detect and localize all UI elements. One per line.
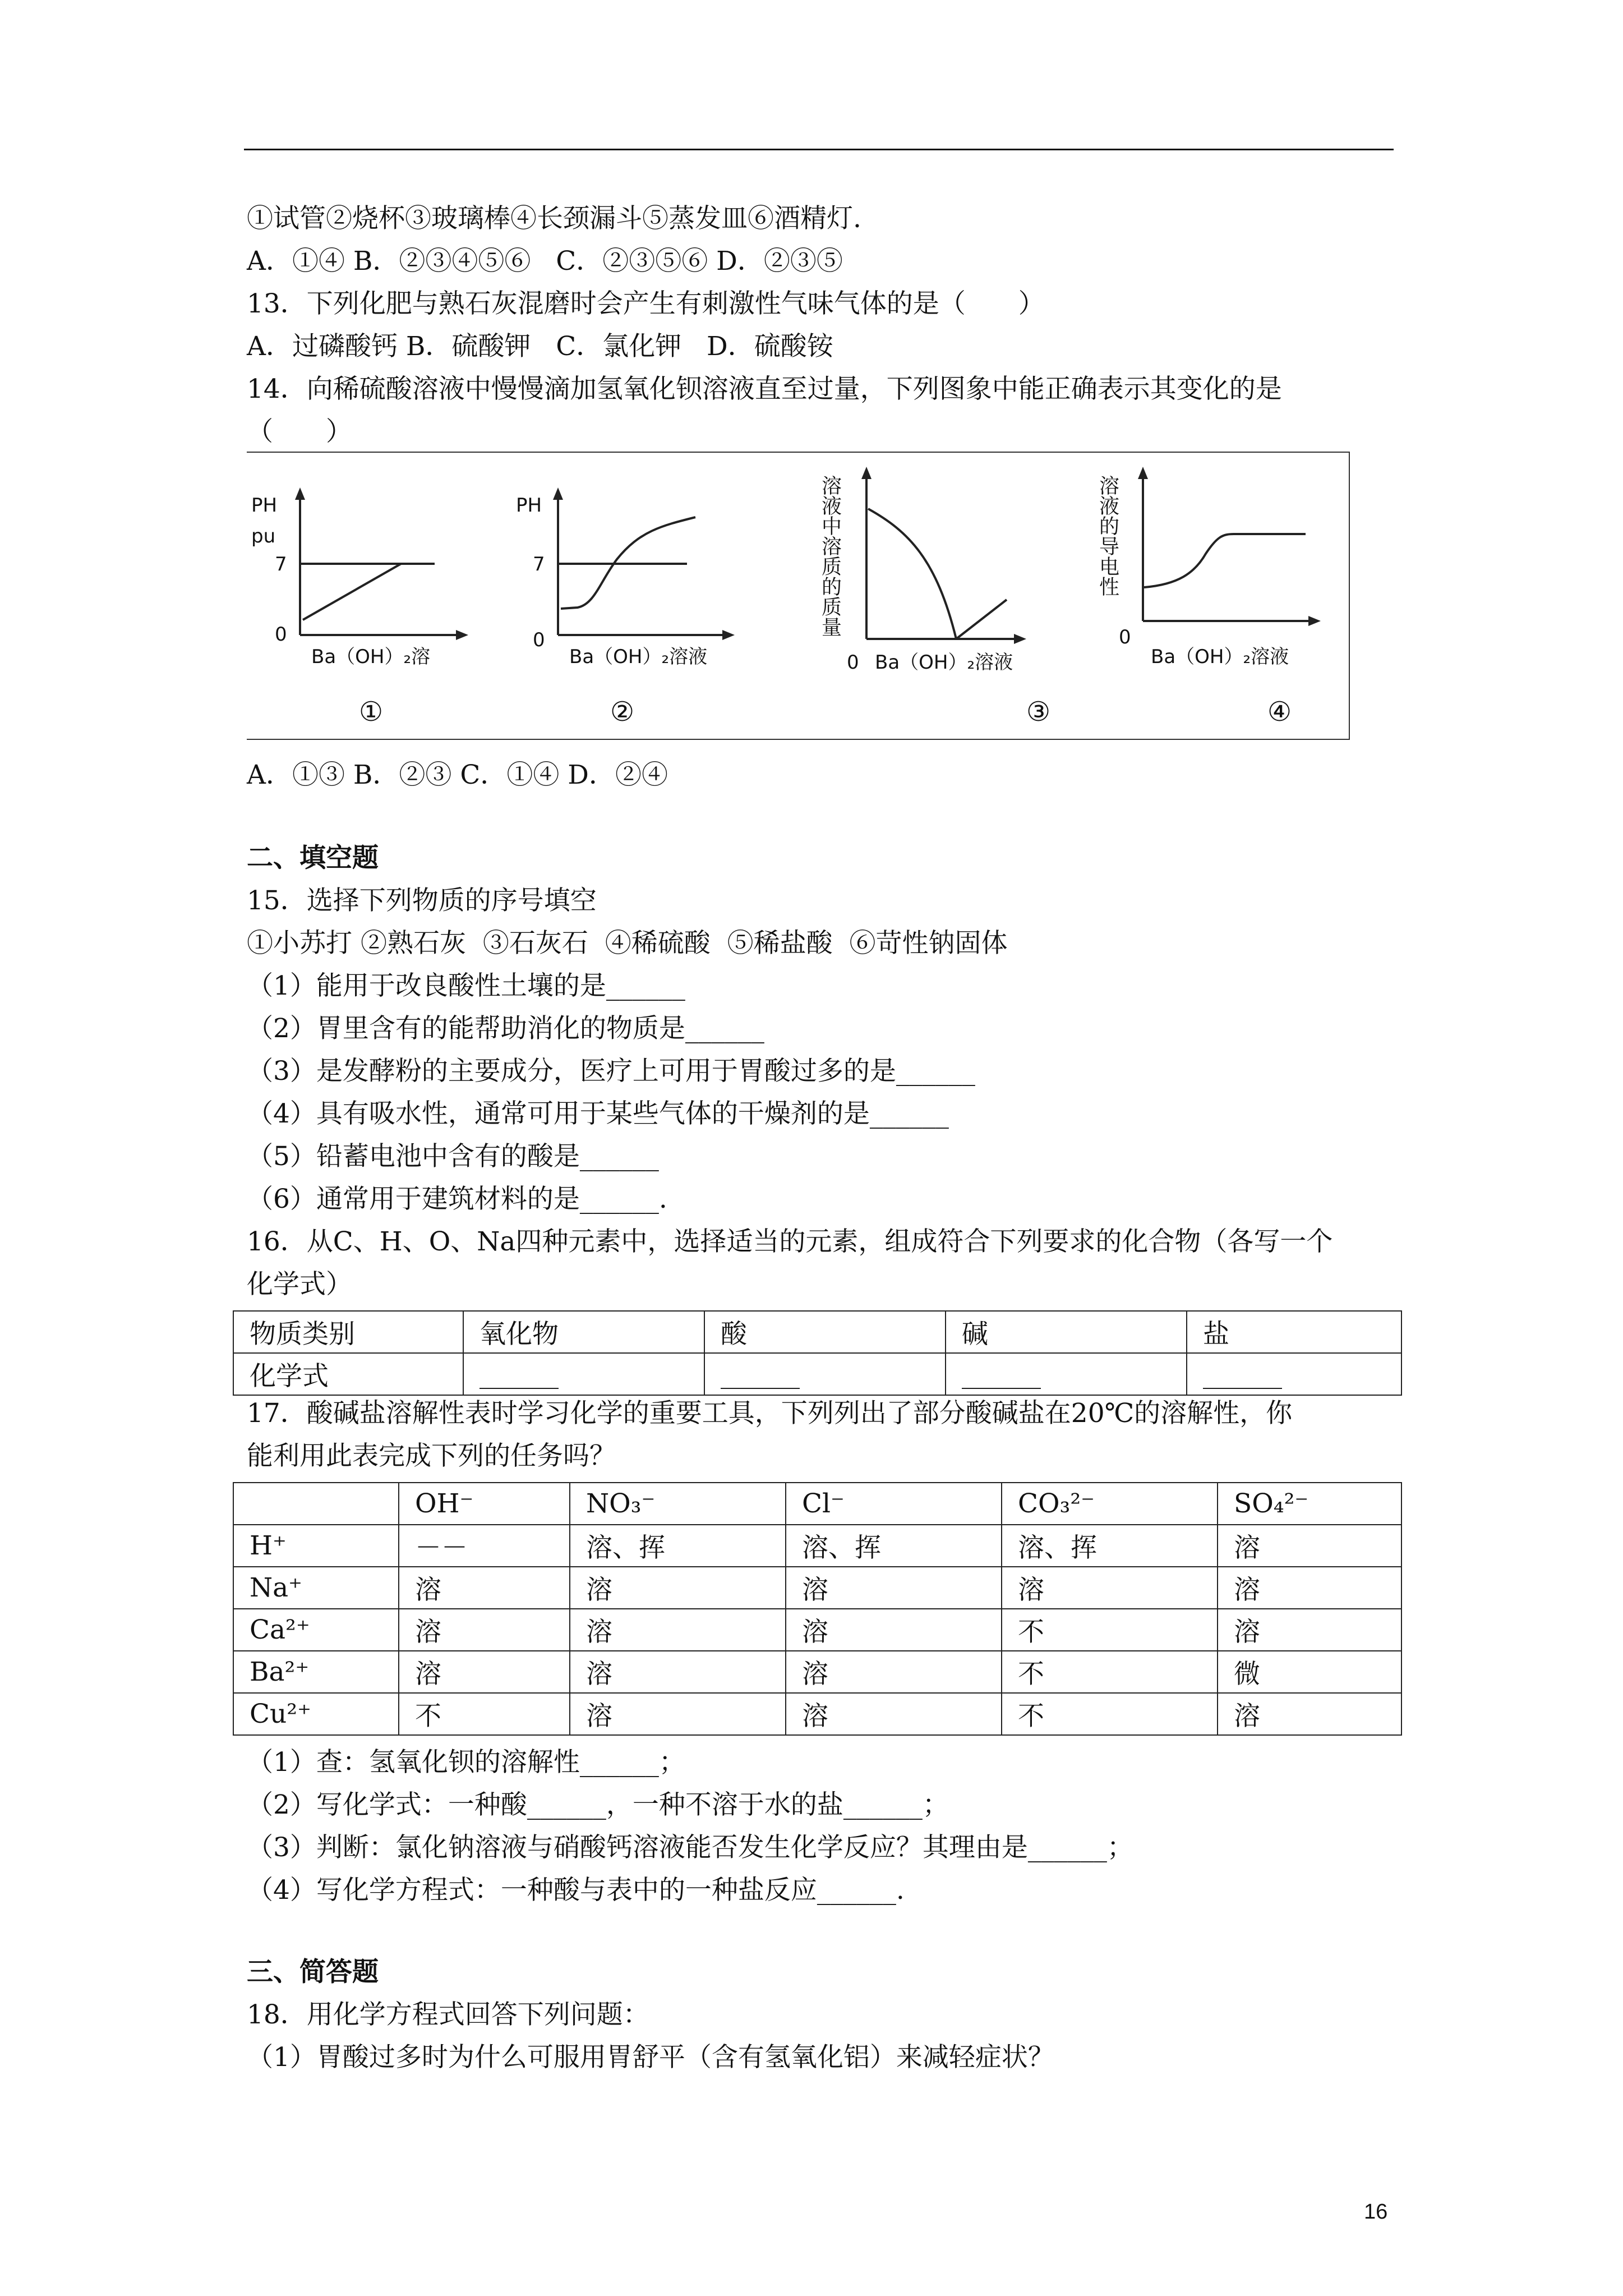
table-cell: ______ xyxy=(946,1353,1187,1395)
q17-sub4: （4）写化学方程式：一种酸与表中的一种盐反应______. xyxy=(247,1875,905,1906)
table-row xyxy=(233,1609,1401,1651)
q17-sub1: （1）查：氢氧化钡的溶解性______； xyxy=(247,1747,685,1778)
table-cell: 溶 xyxy=(1002,1567,1218,1609)
table-cell: 氧化物 xyxy=(463,1311,704,1353)
table-header-row xyxy=(233,1483,1401,1525)
header-rule xyxy=(244,149,1394,150)
table-cell: 碱 xyxy=(946,1311,1187,1353)
q14-graphs-figure xyxy=(247,452,1350,740)
g4-x-label: Ba（OH）₂溶液 xyxy=(1151,646,1289,668)
q13-stem: 13．下列化肥与熟石灰混磨时会产生有刺激性气味气体的是（ ） xyxy=(247,288,1045,319)
q12-choices: A．①④ B．②③④⑤⑥ C．②③⑤⑥ D．②③⑤ xyxy=(247,246,843,277)
table-cell: 溶 xyxy=(570,1651,786,1693)
q14-choices: A．①③ B．②③ C．①④ D．②④ xyxy=(247,760,668,790)
g3-zero: 0 xyxy=(847,651,859,674)
g2-x-arrow xyxy=(722,630,735,640)
table-cell: 溶 xyxy=(399,1609,570,1651)
table-cell: 溶 xyxy=(786,1651,1002,1693)
graphs-svg xyxy=(247,453,1349,739)
g2-seven: 7 xyxy=(533,553,545,576)
table-cell: 溶 xyxy=(786,1567,1002,1609)
q16-stem: 16．从C、H、O、Na四种元素中，选择适当的元素，组成符合下列要求的化合物（各写一个 xyxy=(247,1226,1333,1257)
table-cell: 溶 xyxy=(399,1567,570,1609)
table-cell: Ba²⁺ xyxy=(233,1651,399,1693)
table-cell: ______ xyxy=(704,1353,946,1395)
table-cell: 溶 xyxy=(570,1693,786,1735)
q15-sub4: （4）具有吸水性，通常可用于某些气体的干燥剂的是______ xyxy=(247,1098,949,1129)
table-cell: H⁺ xyxy=(233,1525,399,1567)
g1-y-label: PH xyxy=(251,494,278,517)
g3-curve-up xyxy=(956,600,1007,639)
table-cell: 微 xyxy=(1218,1651,1401,1693)
table-cell: 溶 xyxy=(1218,1609,1401,1651)
q17-sub2: （2）写化学式：一种酸______，一种不溶于水的盐______； xyxy=(247,1789,949,1820)
header-cell: NO₃⁻ xyxy=(570,1483,786,1525)
table-cell: 不 xyxy=(1002,1651,1218,1693)
table-cell: 溶、挥 xyxy=(570,1525,786,1567)
q15-sub1: （1）能用于改良酸性土壤的是______ xyxy=(247,970,685,1001)
q17-stem-cont: 能利用此表完成下列的任务吗？ xyxy=(247,1441,616,1471)
table-cell: 不 xyxy=(1002,1609,1218,1651)
table-row xyxy=(233,1525,1401,1567)
q16-table xyxy=(233,1310,1402,1396)
q13-choices: A．过磷酸钙 B．硫酸钾 C．氯化钾 D．硫酸铵 xyxy=(247,331,833,362)
table-cell: 溶 xyxy=(1218,1693,1401,1735)
table-cell: ______ xyxy=(463,1353,704,1395)
table-row xyxy=(233,1311,1401,1353)
g4-number: ④ xyxy=(1267,696,1292,728)
g2-y-arrow xyxy=(553,487,563,500)
q17-stem: 17．酸碱盐溶解性表时学习化学的重要工具，下列列出了部分酸碱盐在20℃的溶解性，你 xyxy=(247,1398,1293,1429)
table-cell: 溶 xyxy=(786,1609,1002,1651)
g1-x-label: Ba（OH）₂溶 xyxy=(311,646,431,668)
header-cell: CO₃²⁻ xyxy=(1002,1483,1218,1525)
q15-sub5: （5）铅蓄电池中含有的酸是______ xyxy=(247,1141,659,1172)
q18-stem: 18．用化学方程式回答下列问题： xyxy=(247,1999,649,2030)
table-cell: 溶 xyxy=(570,1609,786,1651)
header-cell: OH⁻ xyxy=(399,1483,570,1525)
g2-x-label: Ba（OH）₂溶液 xyxy=(569,646,708,668)
q15-sub6: （6）通常用于建筑材料的是______. xyxy=(247,1184,667,1214)
g4-x-arrow xyxy=(1308,616,1321,626)
q18-sub1: （1）胃酸过多时为什么可服用胃舒平（含有氢氧化铝）来减轻症状？ xyxy=(247,2042,1054,2073)
q17-solubility-table xyxy=(233,1482,1402,1736)
q14-stem-bracket: （ ） xyxy=(247,416,352,447)
q15-list: ①小苏打 ②熟石灰 ③石灰石 ④稀硫酸 ⑤稀盐酸 ⑥苛性钠固体 xyxy=(247,928,1008,959)
q16-stem-cont: 化学式） xyxy=(247,1269,352,1300)
header-cell: Cl⁻ xyxy=(786,1483,1002,1525)
g4-curve xyxy=(1144,534,1306,587)
table-cell: 盐 xyxy=(1187,1311,1401,1353)
header-cell xyxy=(233,1483,399,1525)
table-row xyxy=(233,1567,1401,1609)
g1-zero: 0 xyxy=(275,623,287,646)
table-cell: －－ xyxy=(399,1525,570,1567)
g1-x-arrow xyxy=(456,630,468,640)
table-cell: 溶、挥 xyxy=(1002,1525,1218,1567)
table-cell: 溶 xyxy=(1218,1567,1401,1609)
table-cell: ______ xyxy=(1187,1353,1401,1395)
g1-y-arrow xyxy=(295,487,305,500)
g2-y-label: PH xyxy=(516,494,542,517)
g1-curve xyxy=(303,564,401,620)
table-cell: Cu²⁺ xyxy=(233,1693,399,1735)
table-row xyxy=(233,1353,1401,1395)
q12-options-list: ①试管②烧杯③玻璃棒④长颈漏斗⑤蒸发皿⑥酒精灯. xyxy=(247,203,861,234)
q15-stem: 15．选择下列物质的序号填空 xyxy=(247,885,597,916)
table-cell: 酸 xyxy=(704,1311,946,1353)
section-3-title: 三、简答题 xyxy=(247,1957,379,1987)
g3-x-arrow xyxy=(1014,634,1026,644)
g1-number: ① xyxy=(359,696,384,728)
table-cell: Na⁺ xyxy=(233,1567,399,1609)
table-cell: 溶 xyxy=(1218,1525,1401,1567)
table-cell: 不 xyxy=(399,1693,570,1735)
g2-number: ② xyxy=(610,696,635,728)
g4-y-arrow xyxy=(1138,467,1148,479)
page-number: 16 xyxy=(1364,2200,1388,2224)
table-row xyxy=(233,1651,1401,1693)
table-cell: 溶 xyxy=(786,1693,1002,1735)
g3-curve-down xyxy=(868,509,956,639)
table-cell: 溶、挥 xyxy=(786,1525,1002,1567)
g2-zero: 0 xyxy=(533,629,545,651)
table-cell: 化学式 xyxy=(233,1353,463,1395)
q17-sub3: （3）判断：氯化钠溶液与硝酸钙溶液能否发生化学反应？其理由是______； xyxy=(247,1832,1133,1863)
g3-y-arrow xyxy=(861,467,872,479)
table-cell: Ca²⁺ xyxy=(233,1609,399,1651)
table-cell: 物质类别 xyxy=(233,1311,463,1353)
g1-seven: 7 xyxy=(275,553,287,576)
table-cell: 溶 xyxy=(570,1567,786,1609)
q15-sub3: （3）是发酵粉的主要成分，医疗上可用于胃酸过多的是______ xyxy=(247,1056,975,1087)
q15-sub2: （2）胃里含有的能帮助消化的物质是______ xyxy=(247,1013,764,1044)
table-cell: 溶 xyxy=(399,1651,570,1693)
table-cell: 不 xyxy=(1002,1693,1218,1735)
g3-x-label: Ba（OH）₂溶液 xyxy=(875,651,1013,674)
q14-stem: 14．向稀硫酸溶液中慢慢滴加氢氧化钡溶液直至过量，下列图象中能正确表示其变化的是 xyxy=(247,374,1282,404)
table-row xyxy=(233,1693,1401,1735)
g1-y-label-2: pu xyxy=(251,525,276,547)
section-2-title: 二、填空题 xyxy=(247,843,379,873)
g4-zero: 0 xyxy=(1119,626,1131,648)
g4-y-label: 溶液的导电性 xyxy=(1096,475,1119,596)
g3-y-label: 溶液中溶质的质量 xyxy=(818,475,842,637)
header-cell: SO₄²⁻ xyxy=(1218,1483,1401,1525)
g3-number: ③ xyxy=(1026,696,1051,728)
